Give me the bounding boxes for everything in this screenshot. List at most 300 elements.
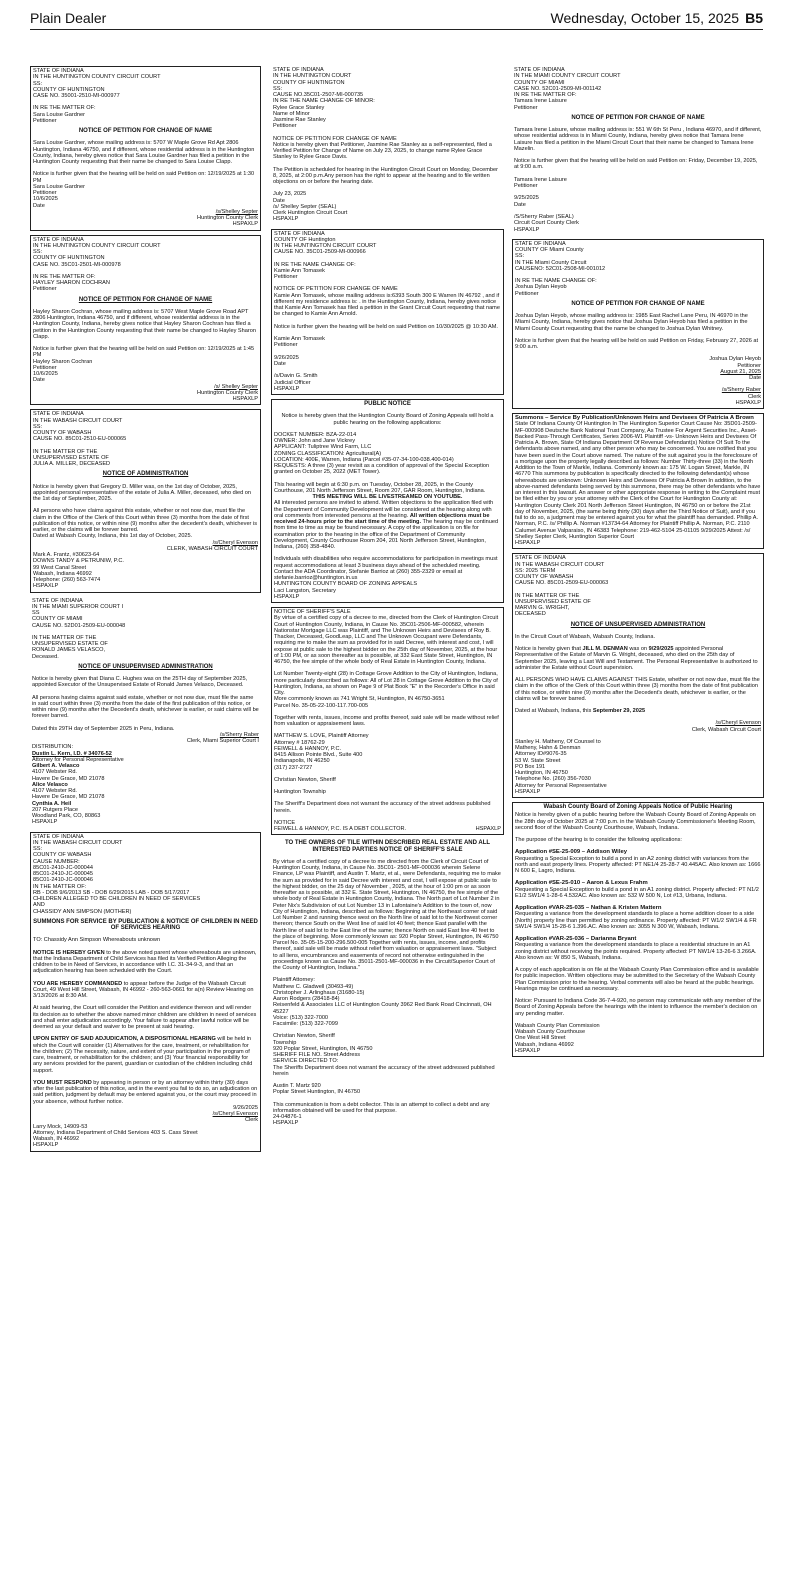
notice-matter xyxy=(274,262,501,281)
text-line: HSPAXLP xyxy=(515,1047,541,1054)
notice-simpson-chins-summons xyxy=(30,832,261,1152)
text-line: Petitioner xyxy=(514,182,538,189)
text-line: 10/6/2025 xyxy=(33,196,58,203)
text-line: HSPAXLP xyxy=(274,593,300,600)
notice-wabash-bza xyxy=(512,802,764,1057)
text-line: HSPAXLP xyxy=(514,226,540,233)
notice-brown-summons xyxy=(512,413,764,549)
application-title: Application #VAR-25-036 – Darianna Bryant xyxy=(515,936,637,942)
text-line: STATE OF INDIANA xyxy=(32,597,83,604)
text-line: Attorney ID#9076-35 xyxy=(515,751,567,758)
text-line: (317) 237-2727 xyxy=(274,764,313,771)
text-line: COUNTY OF HUNTINGTON xyxy=(33,255,105,262)
notice-body xyxy=(274,500,501,550)
text-line: Huntington County Clerk xyxy=(197,389,258,396)
notice-heading xyxy=(274,231,501,256)
column-2 xyxy=(271,66,504,1589)
notice-title: NOTICE OF PETITION FOR CHANGE OF NAME xyxy=(78,128,213,134)
text-line: IN RE THE MATTER OF: xyxy=(33,273,96,280)
text-line: REQUESTS: A three (3) year revisit as a condition of approval of the Special Exception granted on October 25, 2022 (MET Tower). xyxy=(274,463,491,476)
text-line: Date xyxy=(274,360,286,367)
text-line: CLERK, WABASH CIRCUIT COURT xyxy=(166,545,258,552)
notice-matter xyxy=(515,593,761,618)
debt-collector-text: This communication is from a debt collector. This is an attempt to collect a debt and any information obtained will be used for that purpose. xyxy=(273,1101,490,1114)
text-line: Kamie Ann Tomasek xyxy=(274,267,325,274)
sheriff-block xyxy=(273,1033,502,1077)
attorney-block xyxy=(273,977,502,1027)
notice-body: The Petition is scheduled for hearing in the Huntington Circuit Court on Monday, December 8, 2025, at 2:00 p.m.Any person has the right to appear at the hearing and to file written objections on or before the hearing date. xyxy=(273,166,499,185)
body-text: was on xyxy=(627,646,649,652)
text-line: Petitioner xyxy=(274,274,298,280)
notice-title: NOTICE OF UNSUPERVISED ADMINISTRATION xyxy=(570,621,706,628)
text-line: IN RE THE NAME CHANGE OF MINOR: xyxy=(273,98,375,105)
text-line: Circuit Court County Clerk xyxy=(514,220,579,227)
notice-body xyxy=(515,646,761,671)
text-line: Huntington, IN 46750 xyxy=(515,770,568,776)
text-line: July 23, 2025 xyxy=(273,191,307,198)
text-line: Matheny, Hahn & Denman xyxy=(515,745,581,751)
text-line: IN THE WABASH CIRCUIT COURT xyxy=(515,561,605,568)
text-line: Telephone No. (260) 356-7030 xyxy=(515,776,591,783)
notice-heading xyxy=(32,598,259,629)
text-line: Township xyxy=(273,1039,297,1046)
notice-body: Notice is further given that the hearing will be held on said Petition on Friday, February 27, 2026 at 9:00 a.m. xyxy=(515,337,759,350)
text-line: 24-04876-1 xyxy=(273,1114,302,1120)
text-line: Date xyxy=(749,375,761,381)
notice-body: Notice is further given that the hearing will be held on said Petition on: Friday, December 19, 2025, at 9:00 a.m. xyxy=(514,158,758,171)
text-line: HSPAXLP xyxy=(273,1120,299,1127)
livestream-note: THIS MEETING WILL BE LIVESTREAMED ON YOUTUBE. xyxy=(312,494,463,500)
text-line: Clerk, Wabash Circuit Court xyxy=(691,726,761,733)
notice-gardner-name-change xyxy=(30,66,261,231)
text-line: HSPAXLP xyxy=(33,583,59,590)
text-line: Attorney, Indiana Department of Child Services 403 S. Cass Street xyxy=(33,1129,198,1136)
township: Huntington Township xyxy=(274,789,326,795)
parcel-number: Parcel No. 35-05-22-100-117.700-005 xyxy=(274,702,369,709)
notice-code xyxy=(515,540,761,546)
text-line: CAUSENO: 52C01-2508-MI-001012 xyxy=(515,265,606,272)
text-line: OWNER: John and Jane Vickrey xyxy=(274,438,356,444)
text-line: SERVICE DIRECTED TO: xyxy=(273,1058,339,1065)
text-line: IN THE Miami County Circuit xyxy=(515,259,587,266)
notice-body: Lot Number Twenty-eight (28) in Cottage Grove Addition to the City of Huntington, Indiana, more particularly described as follows: All of Lot 28 in Cottage Grove Addition to the City of Huntington, Indiana, as shown on Page 9 of Plat Book "E" in the Recorder's Office in said City. xyxy=(274,671,498,696)
clerk-title xyxy=(515,394,761,407)
notice-signoff xyxy=(273,191,502,222)
text-line: IN THE HUNTINGTON COURT xyxy=(273,73,352,80)
text-line: HAYLEY SHARON COCHRAN xyxy=(33,280,110,286)
clerk-signature: /s/Sherry Raber xyxy=(721,387,761,394)
notice-matter xyxy=(33,105,258,124)
notice-body xyxy=(33,1080,258,1105)
notice-body xyxy=(33,981,258,1000)
text-line: RB - DOB 9/6/2013 SB - DOB 6/29/2015 LAB - DOB 5/17/2017 xyxy=(33,889,190,896)
notice-code xyxy=(273,1114,502,1127)
text-line: Wabash County Plan Commission xyxy=(515,1022,600,1029)
notice-heading xyxy=(33,68,258,99)
notice-body: Notice: Pursuant to Indiana Code 36-7-4-920, no person may communicate with any member of the Board of Zoning Appeals before the hearings with the intent to influence the member's decision on any pending matter. xyxy=(515,998,761,1017)
text-line: IN THE MATTER OF THE xyxy=(32,634,97,641)
text-line: RONALD JAMES VELASCO, xyxy=(32,647,106,654)
notice-title: NOTICE OF UNSUPERVISED ADMINISTRATION xyxy=(78,663,213,670)
notice-title: PUBLIC NOTICE xyxy=(364,401,411,407)
text-line: MARVIN G. WRIGHT, xyxy=(515,605,570,611)
text-line: Attorney # 18762-29 xyxy=(274,739,325,746)
body-text: to the above noted parent whose whereabouts are unknown, that the Indiana Department of Child Services has filed its Verified Petition Alleging the children to be in Need of Services, in accordance with I.C. 31-34-9-3, and that an adjudication hearing has been scheduled with the Court. xyxy=(33,949,257,975)
text-line: APPLICANT: Tuliptree Wind Farm, LLC xyxy=(274,444,372,451)
text-line: 99 West Canal Street xyxy=(33,564,87,571)
notice-body: Joshua Dylan Heyob, whose mailing address is: 1985 East Rachel Lane Peru, IN 46970 in the Miami County, Indiana, hereby gives notice that Joshua Dylan Heyob has filed a petition in the Miami County Court requesting that the name be changed to Joshua Dylan Whitney. xyxy=(515,313,748,332)
text-line: Aaron Rodgers (28418-84) xyxy=(273,996,340,1002)
text-line: COUNTY OF Huntington xyxy=(274,236,336,243)
clerk-signature: /s/Shelley Septer xyxy=(215,208,258,215)
text-line: CHILDREN ALLEGED TO BE CHILDREN IN NEED OF SERVICES xyxy=(33,896,201,902)
application-title: Application #SE-25-009 – Addison Wiley xyxy=(515,849,628,856)
text-line: AND xyxy=(33,902,45,909)
text-line: CAUSE NO.35C01-2507-MI-000735 xyxy=(273,92,364,98)
text-line: CAUSE NO. 85C01-2510-EU-000065 xyxy=(33,436,127,443)
text-line: CASE NO. 52C01-2509-MI-001142 xyxy=(514,85,602,92)
text-line: Clerk xyxy=(747,393,761,400)
text-line: Clerk, Miami Superior Court I xyxy=(186,738,259,744)
defendant-address xyxy=(273,1083,502,1096)
text-line: HSPAXLP xyxy=(735,399,761,406)
application-body: Requesting a variance from the development standards to place a home addition closer to a side (North) property line than permitted by zoning ordinance. Property affected: PT W1/2 SW1/4 & FR SW1/4 SW1/4 15-28-6 1.396.AC. Also known as: 3055 N 300 W, Wabash, Indiana. xyxy=(515,911,757,930)
text-line: IN RE THE NAME CHANGE OF: xyxy=(274,261,356,268)
clerk-signature: /s/Cheryl Evenson xyxy=(715,720,761,727)
distribution-address xyxy=(32,769,259,782)
page-header xyxy=(30,8,763,30)
text-line: Sara Louise Gardner xyxy=(33,111,85,118)
clerk-title xyxy=(33,390,258,403)
text-line: Laci Langston, Secretary xyxy=(274,587,336,594)
text-line: COUNTY OF Miami County xyxy=(515,247,584,253)
text-line: IN THE HUNTINGTON COUNTY CIRCUIT COURT xyxy=(33,74,161,81)
text-line: IN THE HUNTINGTON CIRCUIT COURT xyxy=(274,243,377,249)
text-line: STATE OF INDIANA xyxy=(33,411,84,418)
text-line: COUNTY OF HUNTINGTON xyxy=(33,86,105,93)
text-line: One West Hill Street xyxy=(515,1035,566,1042)
newspaper-name: Plain Dealer xyxy=(30,10,107,26)
text-line: Kamie Ann Tomasek xyxy=(274,335,325,342)
notice-date: 9/26/2025 xyxy=(233,1104,258,1111)
text-line: Clerk Huntington Circuit Court xyxy=(273,210,348,216)
text-line: 85C01-2410-JC-000044 xyxy=(33,864,94,871)
text-line: Petitioner xyxy=(33,117,57,124)
notice-wright-administration xyxy=(512,553,764,798)
text-line: DECEASED xyxy=(515,611,546,618)
notice-title: TO THE OWNERS OF TILE WITHIN DESCRIBED REAL ESTATE AND ALL INTERESTED PARTIES NOTICE OF SHERIFF'S SALE xyxy=(284,840,491,853)
notice-heading xyxy=(33,237,258,268)
notice-tomasek-name-change xyxy=(271,229,504,396)
notice-body: Sara Louise Gardner, whose mailing address is: 5707 W Maple Grove Rd Apt 2806 Huntington, Indiana 46750, and if different, whose residential address is in the Huntington County, Indiana, hereby gives notice that Sara Louise Gardner has filed a petition in the Huntington County requesting that their name be changed to Sara Louise Clapp. xyxy=(33,140,255,165)
page-number: B5 xyxy=(745,10,763,26)
text-line: Mark A. Frantz, #30623-64 xyxy=(33,552,100,558)
text-line: Date xyxy=(273,197,285,204)
notice-matter xyxy=(32,635,259,660)
text-line: CHASSIDY ANN SIMPSON (MOTHER) xyxy=(33,908,132,915)
text-line: 4107 Webster Rd. xyxy=(32,788,77,794)
text-line: Facsimile: (513) 322-7099 xyxy=(273,1021,338,1027)
attorney-block xyxy=(515,739,761,795)
notice-body: Notice is further given that the hearing will be held on said Petition on: 12/19/2025 at 1:30 PM xyxy=(33,171,255,184)
text-line: IN THE MIAMI COUNTY CIRCUIT COURT xyxy=(514,73,621,80)
attorney-block xyxy=(33,1124,258,1149)
distribution-name: Cynthia A. Heil xyxy=(32,800,72,807)
notice-matter xyxy=(33,274,258,293)
text-line: Name of Minor xyxy=(273,110,310,117)
text-line: Wabash County Courthouse xyxy=(515,1029,586,1035)
text-line: HSPAXLP xyxy=(515,540,541,546)
text-line: Petitioner xyxy=(514,104,538,111)
text-line: IN RE THE MATTER OF: xyxy=(33,105,96,112)
text-line: /s/Davin G. Smith xyxy=(274,373,318,380)
text-line: HSPAXLP xyxy=(32,819,58,826)
distribution-label: DISTRIBUTION: xyxy=(32,744,74,751)
text-line: HSPAXLP xyxy=(33,1142,59,1149)
application-body: Requesting a Special Exception to build a pond in an A1 zoning district. Property affected: PT N1/2 E1/2 SW1/4 1-28-6 4.532AC. Also known as: 532 W 500 N, Lot #13, Urbana, Indiana. xyxy=(515,886,759,899)
text-line: SS: xyxy=(33,846,43,852)
clerk-title xyxy=(33,215,258,228)
dated-text: September 29, 2025 xyxy=(592,708,646,714)
notice-title: SUMMONS FOR SERVICE BY PUBLICATION & NOTICE OF CHILDREN IN NEED OF SERVICES HEARING xyxy=(33,918,258,931)
text-line: STATE OF INDIANA xyxy=(514,67,565,73)
text-line: Attorney for Personal Representative xyxy=(32,756,124,763)
text-line: STATE OF INDIANA xyxy=(274,230,325,237)
notice-body: This hearing will begin at 6:30 p.m. on Tuesday, October 28, 2025, in the County Courthouse, 201 North Jefferson Street, Room 207, GAR Room, Huntington, Indiana. xyxy=(274,481,486,494)
body-text: Notice is hereby given that xyxy=(515,646,583,652)
clerk-signature: /s/Sherry Raber xyxy=(219,731,259,738)
sheriff-name: Christian Newton, Sheriff xyxy=(274,776,336,783)
text-line: Matthew C. Gladwell (30493-49) xyxy=(273,983,354,990)
lead-text: YOU MUST RESPOND xyxy=(33,1079,92,1086)
text-line: 9/25/2025 xyxy=(514,195,539,202)
notice-title: NOTICE OF ADMINISTRATION xyxy=(102,471,189,478)
text-line: Date xyxy=(33,202,45,209)
notice-body: The purpose of the hearing is to consider the following applications: xyxy=(515,837,682,843)
text-line: IN THE MATTER OF: xyxy=(33,883,87,890)
text-line: IN THE HUNTINGTON COUNTY CIRCUIT COURT xyxy=(33,242,161,249)
text-line: STATE OF INDIANA xyxy=(33,833,84,840)
text-line: Date xyxy=(33,377,45,384)
text-line: Joshua Dylan Heyob xyxy=(515,284,567,291)
attorney-block xyxy=(33,552,258,590)
text-line: IN THE MATTER OF THE xyxy=(33,448,98,455)
text-line: CAUSE NO. 52D01-2509-EU-000048 xyxy=(32,622,126,629)
notice-sheriff-sale-martz xyxy=(271,839,504,1128)
text-line: HSPAXLP xyxy=(232,221,258,228)
text-line: SS xyxy=(32,610,40,616)
notice-heading xyxy=(514,67,762,111)
text-line: Wabash, Indiana 46992 xyxy=(515,1041,574,1048)
text-line: COUNTY OF MIAMI xyxy=(32,616,83,623)
text-line: SS: xyxy=(33,423,43,430)
text-line: SS: xyxy=(33,249,43,255)
text-line: 9/26/2025 xyxy=(274,354,299,361)
text-line: FEIWELL & HANNOY, P.C. xyxy=(274,745,342,752)
application-title: Application #VAR-25-035 – Nathan & Kristen Mattern xyxy=(515,905,662,911)
text-line: /S/Sherry Raber (SEAL) xyxy=(514,214,574,220)
notice-body: At said hearing, the Court will consider the Petition and evidence thereon and will render its decision as to whether the above named minor children are children in need of services and shall enter adjudication accordingly. Your failure to appear after lawful notice will be deemed as your default and waiver to be present at said hearing. xyxy=(33,1005,257,1030)
notice-signoff xyxy=(33,359,258,384)
notice-matter xyxy=(33,449,258,468)
text-line: IN THE WABASH CIRCUIT COURT xyxy=(33,417,123,424)
debt-collector-line xyxy=(274,826,501,832)
text-line: IN THE MATTER OF THE xyxy=(515,592,580,599)
docket-details xyxy=(274,432,501,476)
text-line: COUNTY OF WABASH xyxy=(33,852,92,859)
text-line: Petitioner xyxy=(515,290,539,297)
notice-code: HSPAXLP xyxy=(475,826,501,832)
notice-body xyxy=(33,950,258,975)
lead-text: NOTICE IS HEREBY GIVEN xyxy=(33,949,105,956)
text-line: Judicial Officer xyxy=(274,379,311,386)
issue-date: Wednesday, October 15, 2025 xyxy=(550,10,740,26)
text-line: Tamara Irene Laisure xyxy=(514,98,567,105)
text-line: 207 Rutgers Place xyxy=(32,806,79,813)
text-line: Wabash, Indiana 46992 xyxy=(33,570,92,577)
notice-signoff xyxy=(274,336,501,392)
text-line: SHERIFF FILE NO. Street Address xyxy=(273,1052,361,1058)
notice-title: NOTICE OF PETITION FOR CHANGE OF NAME xyxy=(78,296,213,303)
notice-signoff xyxy=(515,1023,761,1054)
notice-heading xyxy=(33,834,258,915)
text-line: Wabash, IN 46992 xyxy=(33,1136,80,1142)
text-line: Jasmine Rae Stanley xyxy=(273,117,326,123)
body-text: will be held in which the Court will consider (1) Alternatives for the care, treatment, or rehabilitation for the children; (2) The necessity, nature, and extent of your participation in the program of care, treatment, or rehabilitation for the children; and (3) Your financial responsibility for any services provided for the parent, guardian or custodian of the children including child support. xyxy=(33,1036,253,1074)
notice-title: NOTICE OF SHERIFF'S SALE xyxy=(274,609,351,615)
notice-huntington-bza xyxy=(271,399,504,603)
text-line: Indianapolis, IN 46250 xyxy=(274,758,330,765)
text-line: Plaintiff Attorney: xyxy=(273,977,315,984)
text-line: Petitioner xyxy=(33,190,57,196)
notice-intro: Notice is hereby given that the Huntington County Board of Zoning Appeals will hold a public hearing on the following applications: xyxy=(281,413,494,426)
notice-body: By virtue of a certified copy of a decree to me directed from the Clerk of Circuit Court of Huntington County, Indiana, in Cause No. 35C01- 2501-MF-000036 wherein Selene Finance, LP was Plaintiff, and Austin T. Martz, et al., were Defendants, requiring me to make the sum as provided for in said Decree with interest and cost, I will expose at public sale to the highest bidder, on the 25 day of November , 2025, at the hour of 1:00 pm or as soon thereafter as is possible, at 332 E. State Street, Huntington, IN 46750, the fee simple of the whole body of Real Estate in Huntington County, Indiana. The North part of Lot Number 2 in Peter Nix's Subdivision of out Lot Number 13 in Lafontaine's Addition to the town of, now City of Huntington, Indiana, described as follows: Beginning at the Northeast corner of said Lot Number 2 and running thence west on the North line of said lot to the Northwest corner thereon; thence South on the West line of said lot 40 feet; thence East parallel with the North line of said lot to the East line of the same; thence North on said East line 40 feet to the place of beginning. More commonly known as: 920 Poplar Street, Huntington, IN 46750 Parcel No. 35-05-15-200-296.500-005 Together with rents, issues, income, and profits thereof, said sale will be made without relief from valuation or appraisement laws. "Subject to all liens, encumbrances and easements of record not otherwise extinguished in the proceedings known as Cause No. 35011-2501-MF-000036 in the Circuit/Superior Court of the County of Huntington, Indiana." xyxy=(273,858,501,971)
notice-laisure-name-change xyxy=(512,66,764,235)
text-line: IN THE WABASH CIRCUIT COURT xyxy=(33,839,123,846)
text-line: Christian Newton, Sheriff xyxy=(273,1033,335,1040)
text-line: SS: 2025 TERM xyxy=(515,567,556,574)
text-line: COUNTY OF HUNTINGTON xyxy=(273,79,345,86)
notice-body: State Of Indiana County Of Huntington In The Huntington Superior Court Cause No: 35D01-2509-MF-000908 Deutsche Bank National Trust Company, As Trustee For Argent Securities Inc., Asset-Backed Pass-Through Certificates, Series 2006-W1 Plaintiff -vs- Unknown Heirs and Devisees Of Patricia A. Brown, State Of Indiana Department Of Revenue Defendant(s) Notice Of Suit To the defendants above named, and any other person who may be concerned. You are notified that you have been sued in the Court above named. The nature of the suit against you is the foreclosure of a mortgage upon the property legally described as follows: Number Thirty-three (33) in the North Addition to the Town of Markle, Indiana. Commonly known as: 175 W. Logan Street, Markle, IN 46770 This summons by publication is specifically directed to the following defendant(s) whose whereabouts are unknown: Unknown Heirs and Devisees Of Patricia A Brown In addition, to the above-named defendants being served by this summons, there may be other defendants who have an interest in this lawsuit. An answer or other appropriate response in writing to the Complaint must be filed either by you or your attorney with the Clerk of the Court for Huntington County at: Huntington County Clerk 201 North Jefferson Street Huntington, IN 46750 on or before the 21st day of November, 2025, (the same being thirty (30) days after the Third Notice of Suit), and if you fail to do so, a judgment may be entered against you for what the plaintiff has demanded. Phillip A. Norman, P.C. /s/ Phillip A. Norman #13734-64 Attorney for Plaintiff Phillip A. Norman, P.C. 2110 Calumet Avenue Valparaiso, IN 46383 Telephone: 219-462-5104 25-01105 9/29/2025 Attest: /s/ Shelley Septer Clerk, Huntington Superior Court xyxy=(515,421,761,540)
appointment-date: 9/29/2025 xyxy=(648,646,674,652)
text-line: Poplar Street Huntington, IN 46750 xyxy=(273,1089,361,1096)
column-3 xyxy=(512,66,764,1589)
signoff-date: August 21, 2025 xyxy=(720,368,761,375)
text-line: Stanley H. Matheny, Of Counsel to xyxy=(515,738,601,745)
text-line: CAUSE NO. 35C01-2509-MI-000966 xyxy=(274,249,366,256)
text-line: Telephone: (260) 563-7474 xyxy=(33,577,101,583)
text-line: 85C01-2410-JC-000046 xyxy=(33,877,94,884)
notice-body xyxy=(515,708,761,714)
notice-addressee: TO: Chassidy Ann Simpson Whereabouts unknown xyxy=(33,937,161,944)
text-line: CASE NO. 35001-2510-MI-000977 xyxy=(33,93,120,99)
notice-cochran-name-change xyxy=(30,235,261,406)
text-line: IN RE THE NAME CHANGE OF: xyxy=(515,278,597,284)
text-line: STATE OF INDIANA xyxy=(33,236,84,243)
text-line: STATE OF INDIANA xyxy=(33,68,84,74)
notice-body: All persons who have claims against this estate, whether or not now due, must file the claim in the Office of the Clerk of this Court within three (3) months from the date of first publication of this notice, or within nine (9) months after the decedent's death, whichever is earlier, or the claims will be forever barred. xyxy=(33,508,258,533)
lead-text: UPON ENTRY OF SAID ADJUDICATION, A DISPOSITIONAL HEARING xyxy=(33,1036,216,1043)
notice-body: In the Circuit Court of Wabash, Wabash County, Indiana. xyxy=(515,633,656,640)
text-line: UNSUPERVISED ESTATE OF xyxy=(515,598,591,605)
text-line: Woodland Park, CO, 80863 xyxy=(32,813,101,819)
clerk-signature: /s/Cheryl Evenson xyxy=(212,1111,258,1117)
text-line: Christopher J. Arlinghaus (31680-15) xyxy=(273,989,365,996)
notice-signoff xyxy=(33,184,258,209)
notice-title: NOTICE OF PETITION FOR CHANGE OF NAME xyxy=(274,286,398,293)
text-line: CAUSE NO. 85C01-2509-EU-000063 xyxy=(515,580,609,587)
text-line: STATE OF INDIANA xyxy=(515,240,566,247)
notice-body: Tamara Irene Laisure, whose mailing address is: 551 W 6th St Peru , Indiana 46970, and if different, whose residential address is in Miami County, Indiana, hereby gives notice that Tamara Irene Laisure has filed a petition in the Miami Circuit Court that their name be changed to Tamara Irene Mazelin. xyxy=(514,127,762,152)
notice-sheriff-sale-thacker xyxy=(271,607,504,835)
text-line: SS: xyxy=(33,80,43,87)
notice-title: Summons – Service By Publication/Unknown Heirs and Devisees Of Patricia A Brown xyxy=(515,415,754,421)
text-line: CASE NO. 35C01-2501-MI-000978 xyxy=(33,261,121,268)
text-line: Rylee Grace Stanley xyxy=(273,104,325,111)
text-line: Huntington County Clerk xyxy=(197,215,258,221)
notice-body: Notice is hereby given that Petitioner, Jasmine Rae Stanley as a self-represented, filed a Verified Petition for Change of Name on July 23, 2025, to change name Rylee Grace Stanley to Rylee Grace Davis. xyxy=(273,141,492,161)
text-line: CAUSE NUMBER: xyxy=(33,858,80,865)
notice-body: Kamie Ann Tomasek, whose mailing address is:6393 South 300 E Warren IN 46792 , and if different my residence address is: . in the Huntington County, Indiana, hereby gives notice that Kamie Ann Tomasek has filed a petition in the Grant Circuit Court requesting that name be changed to Kamie Ann Arnold. xyxy=(274,292,500,318)
clerk-signature: /s/Cheryl Evenson xyxy=(212,539,258,546)
body-text: by appearing in person or by an attorney within thirty (30) days after the last publication of this notice, and in the event you fail to do so, an adjudication on said petition, judgment by default may be entered against you, or the court may proceed in your absence, without further notice. xyxy=(33,1079,258,1105)
distribution-address xyxy=(32,807,259,826)
text-line: COUNTY OF MIAMI xyxy=(514,79,565,86)
text-line: STATE OF INDIANA xyxy=(273,67,324,73)
text-line: 8415 Allison Pointe Blvd., Suite 400 xyxy=(274,752,363,758)
notice-title: NOTICE OF PETITION FOR CHANGE OF NAME xyxy=(571,114,705,121)
notice-body: Notice is hereby given of a public hearing before the Wabash County Board of Zoning Appeals on the 28th day of October 2025 at 7:00 p.m. in the Wabash County Commissioner's Meeting Room, second floor of the Wabash County Courthouse, Wabash, Indiana. xyxy=(515,812,756,831)
text-line: Hayley Sharon Cochran xyxy=(33,358,93,365)
clerk-signature: /s/ Shelley Septer xyxy=(214,383,258,390)
text-line: Joshua Dylan Heyob xyxy=(709,356,761,363)
disclaimer: The Sheriff's Department does not warrant the accuracy of the street address published herein. xyxy=(274,801,491,814)
lead-text: YOU ARE HEREBY COMMANDED xyxy=(33,980,123,987)
notice-body: Notice is hereby given that Diana C. Hughes was on the 25TH day of September 2025, appointed Executor of the Unsupervised Estate of Ronald James Velasco, Deceased. xyxy=(32,676,248,689)
notice-body: Notice is further given the hearing will be held on said Petition on 10/30/2025 @ 10:30 AM. xyxy=(274,323,498,330)
text-line: Petitioner xyxy=(274,342,298,348)
text-line: Austin T. Martz 920 xyxy=(273,1083,321,1089)
body-text: Dated at Wabash, Indiana, this xyxy=(515,708,593,714)
attorney-block xyxy=(274,733,501,771)
text-line: IN RE THE MATTER OF: xyxy=(514,92,577,98)
text-line: HSPAXLP xyxy=(273,216,299,223)
notice-body: Notice is further given that the hearing will be held on said Petition on: 12/19/2025 at 1:45 PM xyxy=(33,346,255,359)
text-line: Reisenfeld & Associates LLC of Huntington County 3962 Red Bank Road Cincinnati, OH 45227 xyxy=(273,1002,494,1015)
notice-heading xyxy=(515,555,761,586)
text-line: 10/6/2025 xyxy=(33,371,58,377)
text-line: SS: xyxy=(273,85,283,92)
text-line: HSPAXLP xyxy=(232,396,258,402)
petitioner-signoff xyxy=(515,356,761,369)
notice-body: Hayley Sharon Cochran, whose mailing address is: 5707 West Maple Grove Road APT 2806 Huntington, Indiana 46750, and if different, whose residential address is in the Huntington County, Indiana, hereby gives notice that Hayley Sharon Cochran has filed a petition in the Huntington County requesting that their name be changed to Hayley Sharon Clapp. xyxy=(33,308,256,340)
notice-heyob-name-change xyxy=(512,239,764,409)
text-line: IN THE MIAMI SUPERIOR COURT I xyxy=(32,603,124,610)
notice-signoff xyxy=(274,581,501,600)
text-line: Petitioner xyxy=(273,123,297,130)
text-line: Havere De Grace, MD 21078 xyxy=(32,775,105,782)
text-line: MATTHEW S. LOVE, Plaintiff Attorney xyxy=(274,733,369,740)
application-title: Application #SE-25-010 – Aaron & Lexus Frahm xyxy=(515,880,648,887)
notice-signoff xyxy=(514,177,762,233)
notice-heading xyxy=(33,411,258,442)
text-line: /s/ Shelley Septer (SEAL) xyxy=(273,203,337,210)
distribution-name: Gilbert A. Velasco xyxy=(32,763,80,769)
column-1 xyxy=(30,66,261,1589)
text-line: Deceased. xyxy=(32,653,59,660)
text-line: Havere De Grace, MD 21078 xyxy=(32,794,105,801)
text-line: UNSUPERVISED ESTATE OF xyxy=(33,454,109,461)
